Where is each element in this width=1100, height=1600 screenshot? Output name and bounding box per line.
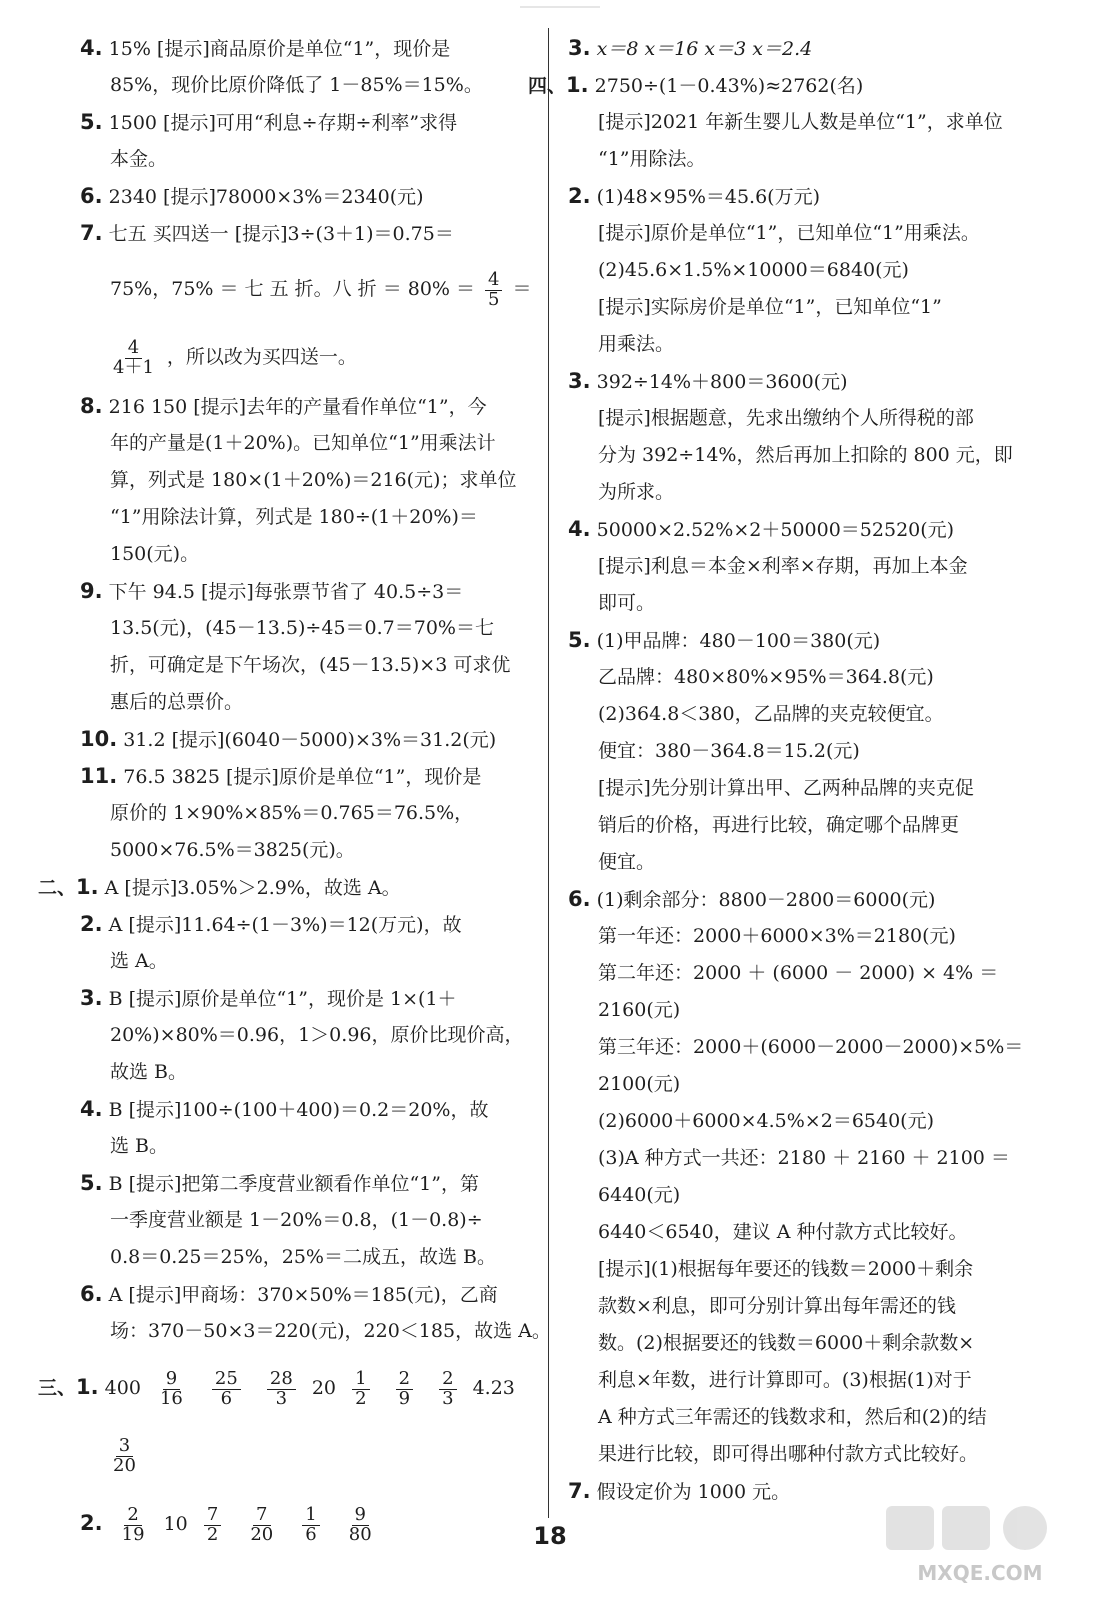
answer-text: 2160(元) bbox=[598, 999, 681, 1021]
answer-line bbox=[568, 437, 1058, 474]
item-number: 2. bbox=[568, 184, 591, 208]
answer-line bbox=[80, 388, 542, 425]
answer-text: B [提示]把第二季度营业额看作单位“1”，第 bbox=[108, 1173, 479, 1195]
answer-text: 场：370－50×3＝220(元)，220＜185，故选 A。 bbox=[110, 1320, 551, 1342]
answer-line bbox=[568, 326, 1058, 363]
answer-value: 400 bbox=[104, 1377, 141, 1399]
item-number: 4. bbox=[80, 36, 103, 60]
answer-text: 13.5(元)，(45－13.5)÷45＝0.7＝70%＝七 bbox=[110, 617, 494, 639]
section-number: 二、 bbox=[38, 877, 77, 899]
answer-line bbox=[568, 1066, 1058, 1103]
answer-text: 31.2 [提示](6040－5000)×3%＝31.2(元) bbox=[123, 729, 497, 751]
answer-text: 便宜。 bbox=[598, 851, 656, 873]
fraction: $\frac{9}{16}$ bbox=[159, 1367, 183, 1409]
answer-text: 原价的 1×90%×85%＝0.765＝76.5%， bbox=[110, 802, 474, 824]
item-number: 8. bbox=[80, 394, 103, 418]
fraction: $\frac{1}{2}$ bbox=[352, 1370, 369, 1409]
answer-line bbox=[568, 289, 1058, 326]
answer-line bbox=[568, 881, 1058, 918]
answer-text: 第二年还：2000 ＋ (6000 － 2000) × 4% ＝ bbox=[598, 962, 999, 984]
answer-line bbox=[80, 1091, 542, 1128]
fraction: $\frac{2}{9}$ bbox=[396, 1370, 413, 1409]
answer-line bbox=[568, 918, 1058, 955]
answer-line bbox=[568, 1029, 1058, 1066]
answer-line bbox=[80, 536, 542, 573]
answer-text: 利息×年数，进行计算即可。(3)根据(1)对于 bbox=[598, 1369, 972, 1391]
answer-text: 392÷14%＋800＝3600(元) bbox=[596, 371, 848, 393]
answer-line bbox=[568, 1214, 1058, 1251]
answer-text: x＝8 x＝16 x＝3 x＝2.4 bbox=[596, 38, 813, 60]
item-number: 7. bbox=[80, 221, 103, 245]
answer-text: [提示]原价是单位“1”，已知单位“1”用乘法。 bbox=[598, 222, 980, 244]
answer-text: A 种方式三年需还的钱数求和，然后和(2)的结 bbox=[598, 1406, 987, 1428]
answer-text: 选 A。 bbox=[110, 950, 168, 972]
answer-line bbox=[568, 1140, 1058, 1177]
column-divider bbox=[548, 28, 549, 1518]
item-number: 5. bbox=[568, 628, 591, 652]
answer-text: 第三年还：2000＋(6000－2000－2000)×5%＝ bbox=[598, 1036, 1024, 1058]
answer-text: 2100(元) bbox=[598, 1073, 681, 1095]
answer-line bbox=[80, 1313, 551, 1350]
answer-text: 2750÷(1－0.43%)≈2762(名) bbox=[594, 75, 864, 97]
item-number: 6. bbox=[568, 887, 591, 911]
answer-line bbox=[568, 1362, 1058, 1399]
answer-text: 折，可确定是下午场次，(45－13.5)×3 可求优 bbox=[110, 654, 511, 676]
answer-line bbox=[80, 252, 542, 326]
answer-line bbox=[568, 844, 1058, 881]
fraction: $\frac{4}{5}$ bbox=[485, 271, 502, 310]
answer-text: (1)48×95%＝45.6(万元) bbox=[596, 186, 821, 208]
fraction: $\frac{7}{2}$ bbox=[204, 1506, 221, 1545]
answer-line bbox=[80, 326, 542, 388]
answer-text: 惠后的总票价。 bbox=[110, 691, 244, 713]
answer-line bbox=[568, 511, 1058, 548]
answer-line bbox=[80, 425, 542, 462]
answer-line bbox=[80, 980, 542, 1017]
answer-text: 75%，75% ＝ 七 五 折。八 折 ＝ 80% ＝ bbox=[110, 278, 476, 300]
answer-text: 款数×利息，即可分别计算出每年需还的钱 bbox=[598, 1295, 956, 1317]
answer-text: 5000×76.5%＝3825(元)。 bbox=[110, 839, 355, 861]
answer-line bbox=[80, 178, 542, 215]
answer-value: 4.23 bbox=[472, 1377, 515, 1399]
answer-text: (1)甲品牌：480－100＝380(元) bbox=[596, 630, 881, 652]
item-number: 4. bbox=[568, 517, 591, 541]
answer-line bbox=[80, 1424, 542, 1486]
answer-text: 20%)×80%＝0.96，1＞0.96，原价比现价高， bbox=[110, 1024, 524, 1046]
answer-line bbox=[568, 1436, 1058, 1473]
fraction: $\frac{4}{4+1}$ bbox=[113, 336, 154, 378]
answer-text: 果进行比较，即可得出哪种付款方式比较好。 bbox=[598, 1443, 979, 1465]
answer-line bbox=[568, 215, 1058, 252]
answer-line bbox=[568, 400, 1058, 437]
answer-line bbox=[80, 758, 542, 795]
answer-value: 20 bbox=[311, 1377, 337, 1399]
answer-text: 15% [提示]商品原价是单位“1”，现价是 bbox=[108, 38, 451, 60]
answer-line bbox=[568, 474, 1058, 511]
answer-text: 150(元)。 bbox=[110, 543, 200, 565]
answer-line bbox=[568, 1325, 1058, 1362]
answer-text: 0.8＝0.25＝25%，25%＝二成五，故选 B。 bbox=[110, 1246, 496, 1268]
item-number: 11. bbox=[80, 764, 118, 788]
watermark-logo bbox=[880, 1500, 1080, 1590]
answer-line bbox=[80, 1239, 542, 1276]
answer-line bbox=[568, 955, 1058, 992]
answer-text: (1)剩余部分：8800－2800＝6000(元) bbox=[596, 889, 936, 911]
right-column bbox=[528, 30, 1058, 1510]
answer-line bbox=[568, 585, 1058, 622]
answer-line bbox=[528, 67, 1058, 104]
item-number: 5. bbox=[80, 1171, 103, 1195]
fraction: $\frac{1}{6}$ bbox=[302, 1506, 319, 1545]
answer-line bbox=[80, 104, 542, 141]
answer-line bbox=[568, 733, 1058, 770]
answer-text: [提示]利息＝本金×利率×存期，再加上本金 bbox=[598, 555, 968, 577]
fraction: $\frac{2}{3}$ bbox=[439, 1370, 456, 1409]
answer-line bbox=[568, 104, 1058, 141]
answer-text: 一季度营业额是 1－20%＝0.8，(1－0.8)÷ bbox=[110, 1209, 483, 1231]
answer-line bbox=[80, 943, 542, 980]
answer-text: 6440＜6540，建议 A 种付款方式比较好。 bbox=[598, 1221, 968, 1243]
section-number: 三、 bbox=[38, 1377, 77, 1399]
answer-line bbox=[80, 684, 542, 721]
answer-text: (2)364.8＜380，乙品牌的夹克较便宜。 bbox=[598, 703, 944, 725]
answer-line bbox=[38, 1350, 542, 1424]
answer-text: 假设定价为 1000 元。 bbox=[596, 1481, 791, 1503]
top-scan-mark bbox=[520, 6, 600, 8]
answer-line bbox=[80, 1128, 542, 1165]
answer-line bbox=[80, 499, 542, 536]
answer-text: 1500 [提示]可用“利息÷存期÷利率”求得 bbox=[108, 112, 458, 134]
answer-text: 为所求。 bbox=[598, 481, 675, 503]
item-number: 2. bbox=[80, 912, 103, 936]
answer-text: A [提示]3.05%＞2.9%，故选 A。 bbox=[104, 877, 401, 899]
answer-line bbox=[80, 67, 542, 104]
answer-line bbox=[568, 1399, 1058, 1436]
item-number: 1. bbox=[76, 875, 99, 899]
answer-text: ，所以改为买四送一。 bbox=[166, 346, 357, 368]
answer-text: 即可。 bbox=[598, 592, 656, 614]
page-number: 18 bbox=[533, 1522, 567, 1550]
answer-text: 算，列式是 180×(1＋20%)＝216(元)；求单位 bbox=[110, 469, 517, 491]
item-number: 7. bbox=[568, 1479, 591, 1503]
answer-text: 年的产量是(1＋20%)。已知单位“1”用乘法计 bbox=[110, 432, 496, 454]
answer-text: 本金。 bbox=[110, 148, 168, 170]
fraction: $\frac{2}{19}$ bbox=[121, 1503, 145, 1545]
answer-line bbox=[80, 1276, 542, 1313]
answer-line bbox=[80, 647, 542, 684]
answer-line bbox=[80, 832, 542, 869]
answer-text: 76.5 3825 [提示]原价是单位“1”，现价是 bbox=[123, 766, 482, 788]
item-number: 1. bbox=[566, 73, 589, 97]
answer-line bbox=[80, 141, 542, 178]
answer-text: 乙品牌：480×80%×95%＝364.8(元) bbox=[598, 666, 934, 688]
answer-text: 销后的价格，再进行比较，确定哪个品牌更 bbox=[598, 814, 960, 836]
answer-line bbox=[568, 659, 1058, 696]
item-number: 4. bbox=[80, 1097, 103, 1121]
answer-line bbox=[568, 696, 1058, 733]
answer-line bbox=[80, 610, 542, 647]
answer-line bbox=[568, 178, 1058, 215]
answer-line bbox=[80, 462, 542, 499]
answer-line bbox=[568, 141, 1058, 178]
answer-text: ＝ bbox=[512, 278, 532, 300]
answer-line bbox=[568, 30, 1058, 67]
answer-line bbox=[80, 30, 542, 67]
answer-line bbox=[80, 1202, 542, 1239]
item-number: 5. bbox=[80, 110, 103, 134]
answer-text: [提示]2021 年新生婴儿人数是单位“1”，求单位 bbox=[598, 111, 1003, 133]
answer-line bbox=[568, 770, 1058, 807]
answer-line bbox=[568, 622, 1058, 659]
answer-line bbox=[38, 869, 542, 906]
left-column bbox=[38, 30, 551, 1560]
answer-text: A [提示]11.64÷(1－3%)＝12(万元)，故 bbox=[108, 914, 462, 936]
answer-line bbox=[80, 795, 542, 832]
answer-line bbox=[80, 1165, 542, 1202]
answer-text: 数。(2)根据要还的钱数＝6000＋剩余款数× bbox=[598, 1332, 975, 1354]
answer-text: “1”用除法计算，列式是 180÷(1＋20%)＝ bbox=[110, 506, 478, 528]
item-number: 3. bbox=[568, 369, 591, 393]
answer-text: 七五 买四送一 [提示]3÷(3＋1)＝0.75＝ bbox=[108, 223, 454, 245]
answer-text: 6440(元) bbox=[598, 1184, 681, 1206]
answer-line bbox=[568, 548, 1058, 585]
answer-text: (2)6000＋6000×4.5%×2＝6540(元) bbox=[598, 1110, 934, 1132]
answer-line bbox=[80, 1054, 542, 1091]
answer-text: “1”用除法。 bbox=[598, 148, 706, 170]
answer-text: 故选 B。 bbox=[110, 1061, 188, 1083]
answer-text: 用乘法。 bbox=[598, 333, 675, 355]
answer-text: 2340 [提示]78000×3%＝2340(元) bbox=[108, 186, 424, 208]
item-number: 2. bbox=[80, 1511, 103, 1535]
answer-line bbox=[568, 992, 1058, 1029]
answer-text: B [提示]原价是单位“1”，现价是 1×(1＋ bbox=[108, 988, 457, 1010]
answer-line bbox=[80, 721, 542, 758]
watermark-text: MXQE.COM bbox=[917, 1561, 1043, 1585]
answer-line bbox=[568, 363, 1058, 400]
answer-line bbox=[568, 1103, 1058, 1140]
answer-text: 便宜：380－364.8＝15.2(元) bbox=[598, 740, 860, 762]
answer-line bbox=[80, 573, 542, 610]
answer-text: [提示]实际房价是单位“1”，已知单位“1” bbox=[598, 296, 942, 318]
answer-text: 选 B。 bbox=[110, 1135, 169, 1157]
item-number: 3. bbox=[80, 986, 103, 1010]
fraction: $\frac{9}{80}$ bbox=[348, 1503, 372, 1545]
item-number: 3. bbox=[568, 36, 591, 60]
answer-text: 分为 392÷14%，然后再加上扣除的 800 元，即 bbox=[598, 444, 1013, 466]
answer-line bbox=[568, 807, 1058, 844]
answer-text: A [提示]甲商场：370×50%＝185(元)，乙商 bbox=[108, 1284, 498, 1306]
answer-text: [提示]根据题意，先求出缴纳个人所得税的部 bbox=[598, 407, 974, 429]
item-number: 6. bbox=[80, 184, 103, 208]
answer-line bbox=[80, 215, 542, 252]
answer-text: 第一年还：2000＋6000×3%＝2180(元) bbox=[598, 925, 956, 947]
section-number: 四、 bbox=[528, 75, 567, 97]
answer-text: 216 150 [提示]去年的产量看作单位“1”，今 bbox=[108, 396, 487, 418]
answer-text: 85%，现价比原价降低了 1－85%＝15%。 bbox=[110, 74, 483, 96]
answer-line bbox=[568, 1177, 1058, 1214]
answer-text: [提示]先分别计算出甲、乙两种品牌的夹克促 bbox=[598, 777, 974, 799]
answer-text: B [提示]100÷(100＋400)＝0.2＝20%，故 bbox=[108, 1099, 489, 1121]
fraction: $\frac{25}{6}$ bbox=[212, 1370, 241, 1409]
item-number: 6. bbox=[80, 1282, 103, 1306]
fraction: $\frac{7}{20}$ bbox=[250, 1503, 274, 1545]
answer-line bbox=[568, 1288, 1058, 1325]
fraction: $\frac{3}{20}$ bbox=[113, 1434, 136, 1476]
answer-value: 10 bbox=[163, 1513, 188, 1535]
answer-text: 下午 94.5 [提示]每张票节省了 40.5÷3＝ bbox=[108, 581, 464, 603]
answer-text: [提示](1)根据每年要还的钱数＝2000＋剩余 bbox=[598, 1258, 974, 1280]
answer-line bbox=[80, 1017, 542, 1054]
answer-line bbox=[568, 1251, 1058, 1288]
item-number: 1. bbox=[76, 1375, 99, 1399]
answer-text: (3)A 种方式一共还：2180 ＋ 2160 ＋ 2100 ＝ bbox=[598, 1147, 1010, 1169]
item-number: 9. bbox=[80, 579, 103, 603]
answer-line bbox=[568, 252, 1058, 289]
fraction: $\frac{28}{3}$ bbox=[267, 1370, 296, 1409]
answer-line bbox=[80, 906, 542, 943]
item-number: 10. bbox=[80, 727, 118, 751]
answer-text: (2)45.6×1.5%×10000＝6840(元) bbox=[598, 259, 909, 281]
answer-text: 50000×2.52%×2＋50000＝52520(元) bbox=[596, 519, 955, 541]
